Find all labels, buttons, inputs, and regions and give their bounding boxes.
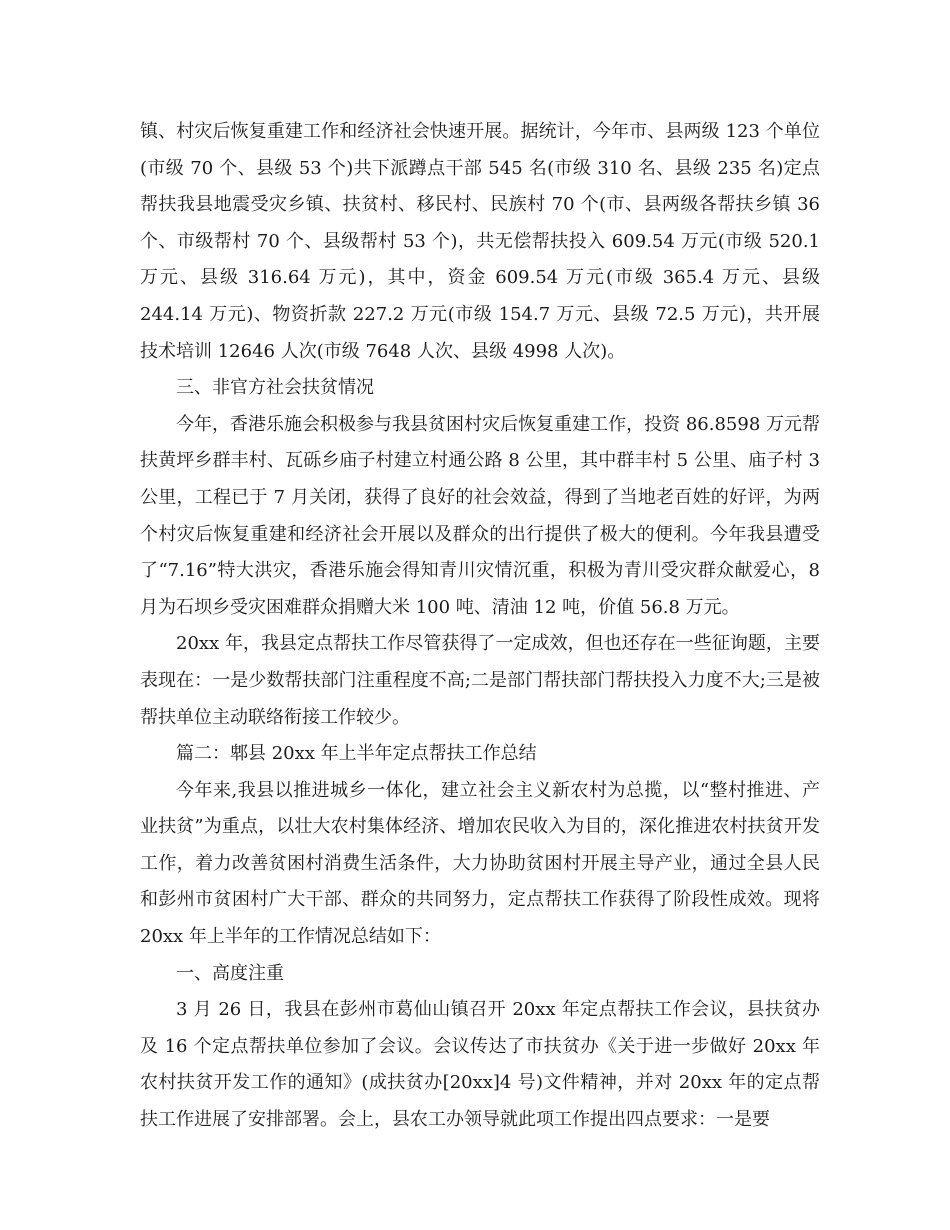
document-body: [140, 114, 820, 1139]
section-heading-attention: 一、高度注重: [176, 962, 284, 984]
paragraph-disaster-statistics: 镇、村灾后恢复重建工作和经济社会快速开展。据统计，今年市、县两级 123 个单位(市级 70 个、县级 53 个)共下派蹲点干部 545 名(市级 310 名、县级 235 名)定点帮扶我县地震受灾乡镇、扶贫村、移民村、民族村 70 个(市、县两级各帮扶乡镇 36 个、市级帮村 70 个、县级帮村 53 个)，共无偿帮扶投入 609.54 万元(市级 520.1 万元、县级 316.64 万元)，其中，资金 609.54 万元(市级 365.4 万元、县级 244.14 万元)、物资折款 227.2 万元(市级 154.7 万元、县级 72.5 万元)，共开展技术培训 12646 人次(市级 7648 人次、县级 4998 人次)。: [140, 121, 820, 362]
paragraph-overview: 今年来,我县以推进城乡一体化，建立社会主义新农村为总揽，以“整村推进、产业扶贫”为重点，以壮大农村集体经济、增加农民收入为目的，深化推进农村扶贫开发工作，着力改善贫困村消费生活条件，大力协助贫困村开展主导产业，通过全县人民和彭州市贫困村广大干部、群众的共同努力，定点帮扶工作获得了阶段性成效。现将 20xx 年上半年的工作情况总结如下：: [140, 779, 820, 948]
article-heading-part-two: 篇二：郫县 20xx 年上半年定点帮扶工作总结: [176, 743, 537, 765]
paragraph-meeting: 3 月 26 日，我县在彭州市葛仙山镇召开 20xx 年定点帮扶工作会议，县扶贫办及 16 个定点帮扶单位参加了会议。会议传达了市扶贫办《关于进一步做好 20xx 年农村扶贫开发工作的通知》(成扶贫办[20xx]4 号)文件精神，并对 20xx 年的定点帮扶工作进展了安排部署。会上，县农工办领导就此项工作提出四点要求：一是要: [140, 999, 820, 1131]
paragraph-problems: 20xx 年，我县定点帮扶工作尽管获得了一定成效，但也还存在一些征询题，主要表现在：一是少数帮扶部门注重程度不高;二是部门帮扶部门帮扶投入力度不大;三是被帮扶单位主动联络衔接工作较少。: [140, 633, 820, 728]
section-heading-social-aid: 三、非官方社会扶贫情况: [176, 377, 374, 399]
paragraph-oxfam-hongkong: 今年，香港乐施会积极参与我县贫困村灾后恢复重建工作，投资 86.8598 万元帮扶黄坪乡群丰村、瓦砾乡庙子村建立村通公路 8 公里，其中群丰村 5 公里、庙子村 3 公里，工程已于 7 月关闭，获得了良好的社会效益，得到了当地老百姓的好评，为两个村灾后恢复重建和经济社会开展以及群众的出行提供了极大的便利。今年我县遭受了“7.16”特大洪灾，香港乐施会得知青川灾情沉重，积极为青川受灾群众献爱心，8 月为石坝乡受灾困难群众捐赠大米 100 吨、清油 12 吨，价值 56.8 万元。: [140, 413, 820, 618]
